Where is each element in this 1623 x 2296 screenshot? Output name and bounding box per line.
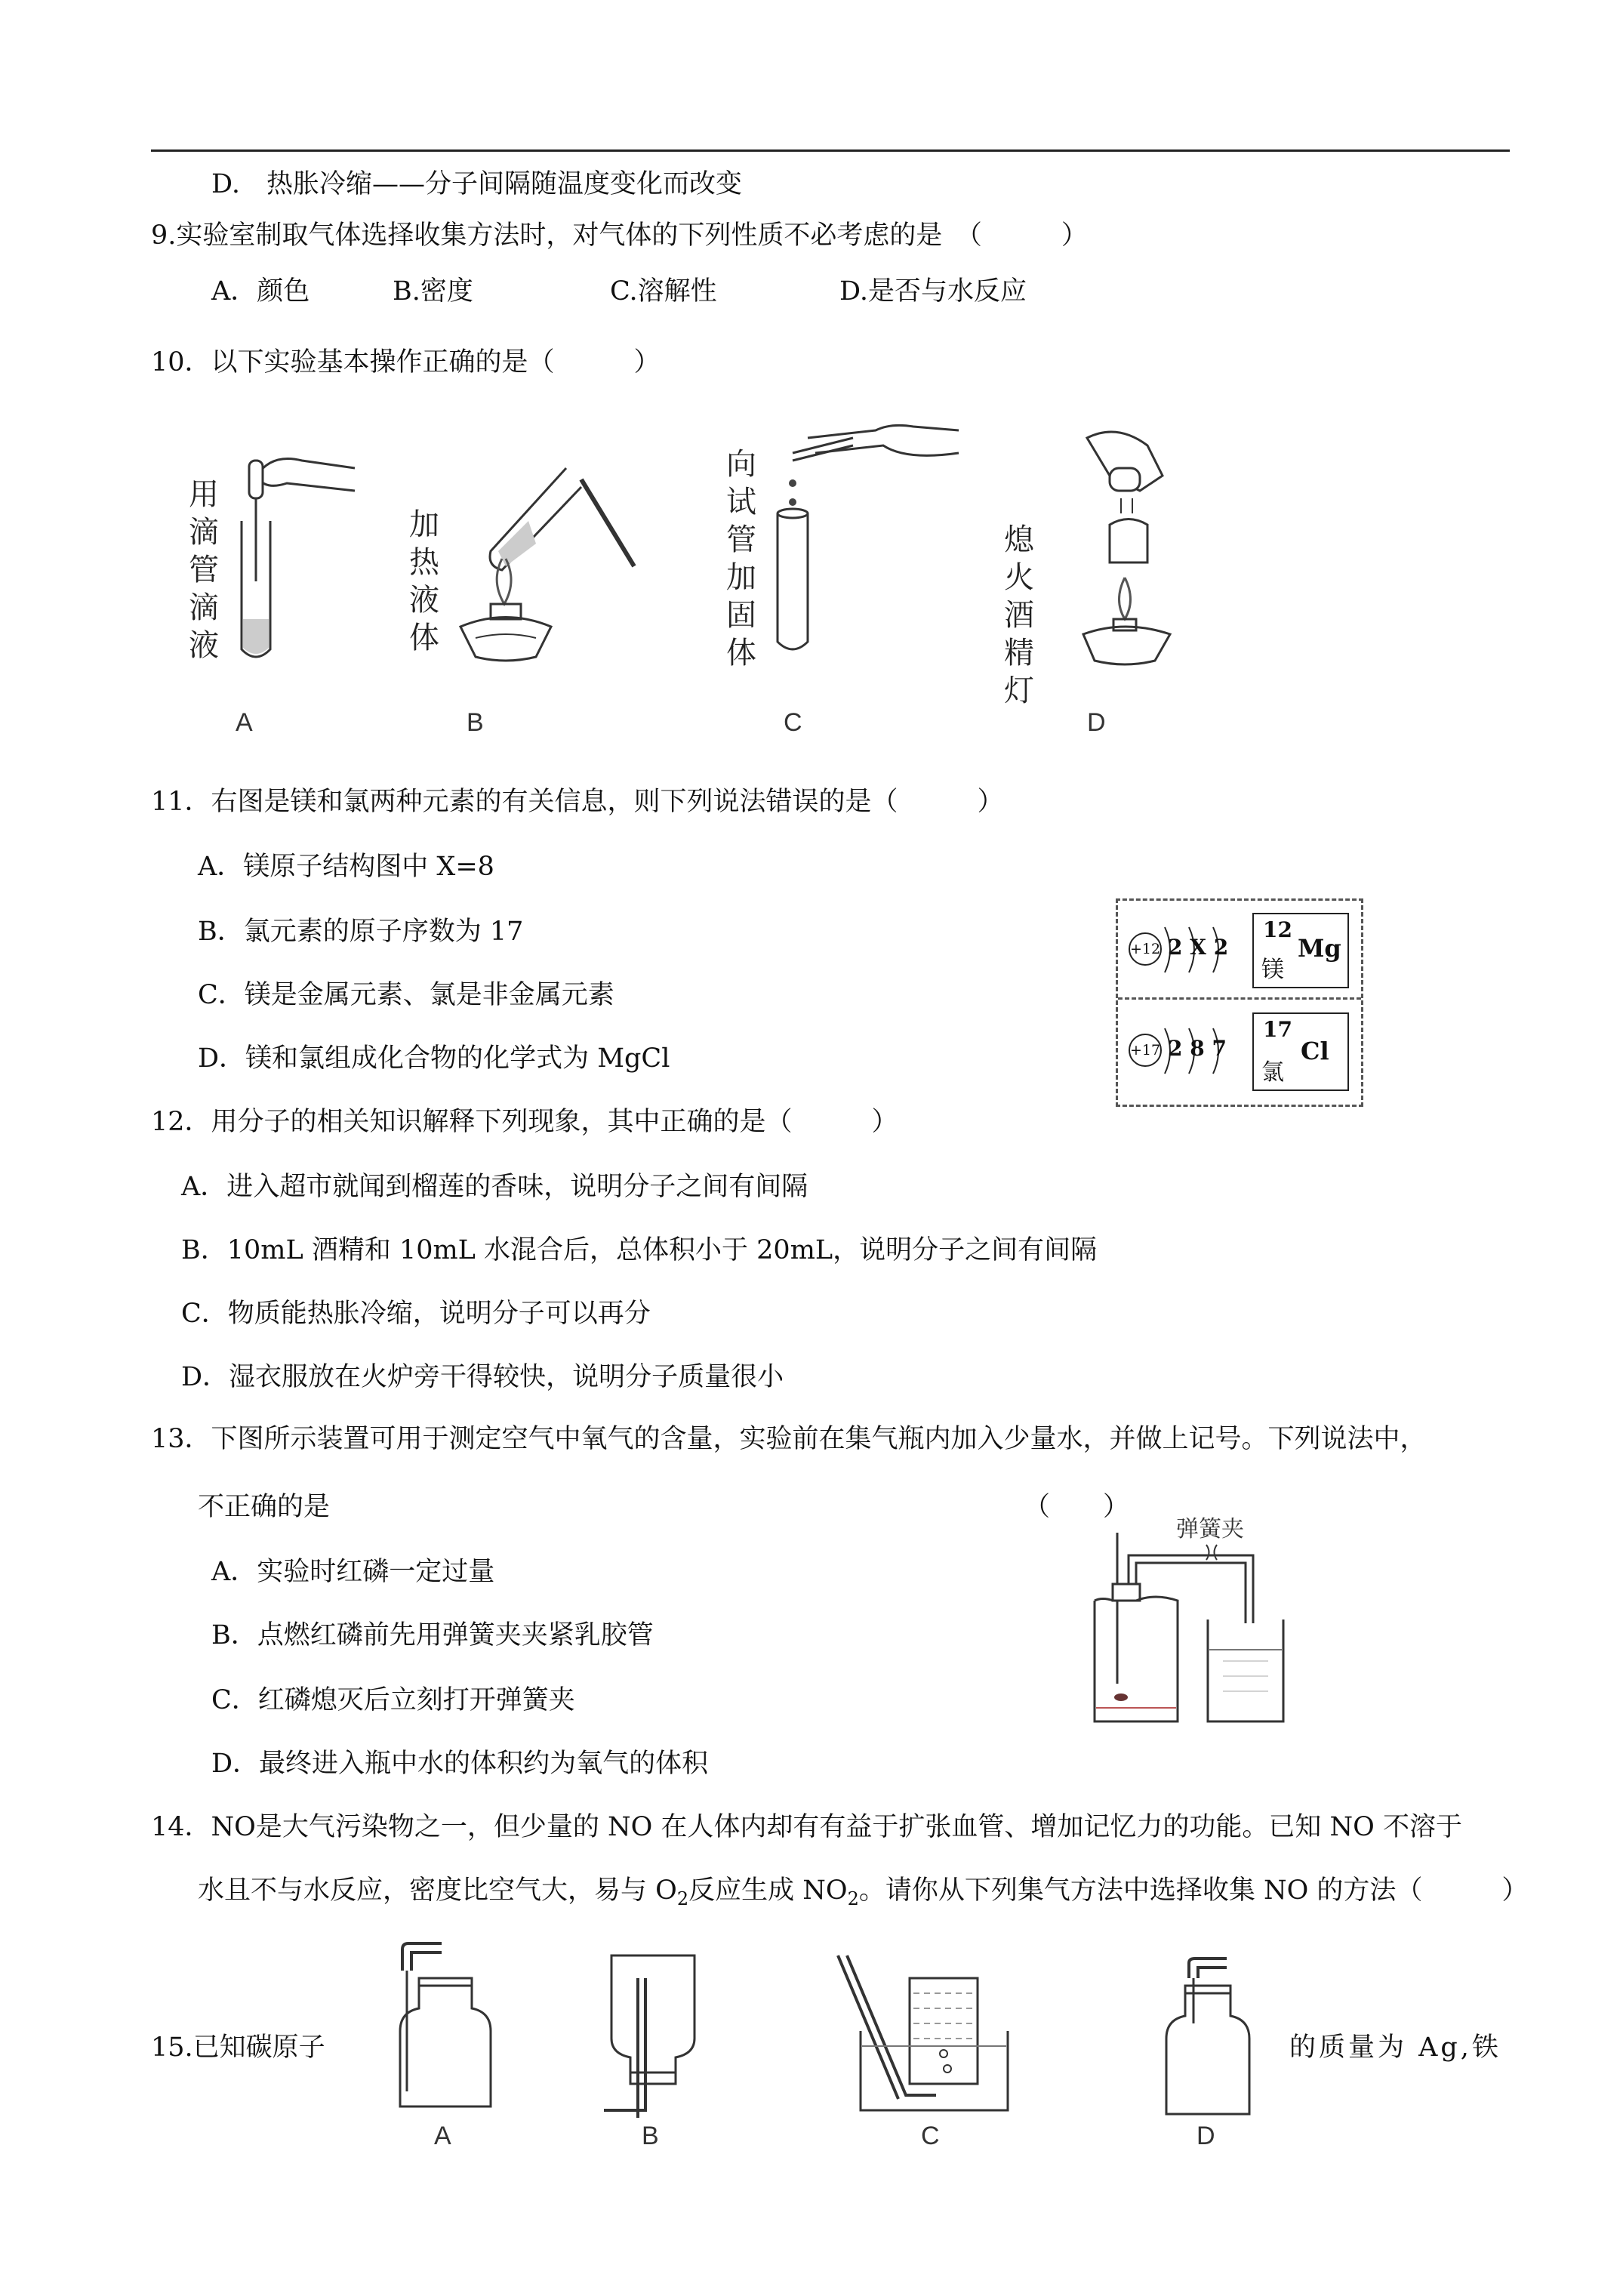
q14-figure-b bbox=[604, 1948, 702, 2122]
q10-caption-a: 用滴管滴液 bbox=[189, 477, 219, 663]
cl-nucleus: +17 bbox=[1129, 1034, 1162, 1067]
q9-option-a: A．颜色 bbox=[211, 276, 310, 307]
mg-element-box bbox=[1252, 913, 1349, 988]
q14-line2-part3: 。请你从下列集气方法中选择收集 NO 的方法（ ） bbox=[858, 1875, 1529, 1906]
q10-figure-d bbox=[1049, 415, 1200, 664]
q11-option-a: A．镁原子结构图中 X=8 bbox=[198, 852, 494, 882]
q10-label-a: A bbox=[236, 708, 253, 737]
q12-option-d: D．湿衣服放在火炉旁干得较快，说明分子质量很小 bbox=[181, 1362, 784, 1392]
q10-figure-c bbox=[762, 400, 981, 657]
q9-option-b: B.密度 bbox=[393, 276, 473, 307]
element-info-figure bbox=[1116, 898, 1363, 1107]
q10-caption-c: 向试管加固体 bbox=[726, 447, 756, 670]
q15-text-start: 15.已知碳原子 bbox=[151, 2032, 325, 2063]
cl-shells: 2 8 7 bbox=[1168, 1036, 1227, 1061]
q14-no2-subscript: 2 bbox=[847, 1888, 859, 1909]
q14-o2-subscript: 2 bbox=[676, 1888, 689, 1909]
q10-stem: 10．以下实验基本操作正确的是（ ） bbox=[151, 347, 661, 378]
q13-option-d: D．最终进入瓶中水的体积约为氧气的体积 bbox=[211, 1749, 709, 1779]
q13-stem-line2: 不正确的是 bbox=[198, 1492, 331, 1522]
mg-name: 镁 bbox=[1261, 957, 1284, 983]
q14-line2-part2: 反应生成 NO bbox=[688, 1875, 848, 1906]
mg-shells: 2 X 2 bbox=[1168, 935, 1229, 960]
q15-text-end: 的质量为 Ag,铁 bbox=[1289, 2032, 1501, 2063]
q13-option-a: A．实验时红磷一定过量 bbox=[211, 1557, 495, 1587]
q14-label-b: B bbox=[642, 2122, 659, 2150]
q10-label-b: B bbox=[467, 708, 484, 737]
q14-label-d: D bbox=[1196, 2122, 1215, 2150]
q11-option-c: C．镁是金属元素、氯是非金属元素 bbox=[198, 980, 614, 1010]
q14-figure-c bbox=[838, 1948, 1019, 2122]
q14-line2-part1: 水且不与水反应，密度比空气大，易与 O bbox=[198, 1875, 677, 1906]
q12-option-b: B．10mL 酒精和 10mL 水混合后，总体积小于 20mL，说明分子之间有间隔 bbox=[181, 1235, 1098, 1265]
cl-symbol: Cl bbox=[1301, 1037, 1329, 1065]
q10-label-d: D bbox=[1087, 708, 1106, 737]
q13-option-b: B．点燃红磷前先用弹簧夹夹紧乳胶管 bbox=[211, 1620, 654, 1650]
q12-stem: 12．用分子的相关知识解释下列现象，其中正确的是（ ） bbox=[151, 1107, 898, 1137]
q13-option-c: C．红磷熄灭后立刻打开弹簧夹 bbox=[211, 1685, 575, 1715]
q13-answer-paren: （ ） bbox=[1024, 1492, 1130, 1522]
mg-nucleus: +12 bbox=[1129, 932, 1162, 966]
q11-option-b: B．氯元素的原子序数为 17 bbox=[198, 917, 524, 947]
q9-stem: 9.实验室制取气体选择收集方法时，对气体的下列性质不必考虑的是 （ ） bbox=[151, 220, 1088, 251]
q14-figure-a bbox=[396, 1940, 494, 2114]
q14-line2 bbox=[198, 1874, 1528, 1915]
q10-caption-d: 熄火酒精灯 bbox=[1004, 522, 1034, 708]
q13-stem-line1: 13．下图所示装置可用于测定空气中氧气的含量，实验前在集气瓶内加入少量水，并做上记号。下列说法中， bbox=[151, 1424, 1427, 1454]
q10-label-c: C bbox=[784, 708, 802, 737]
cl-atomic-number: 17 bbox=[1263, 1017, 1292, 1042]
q14-label-a: A bbox=[434, 2122, 451, 2150]
q14-line1: 14．NO是大气污染物之一，但少量的 NO 在人体内却有有益于扩张血管、增加记忆力的功能。已知 NO 不溶于 bbox=[151, 1812, 1462, 1842]
q11-stem: 11．右图是镁和氯两种元素的有关信息，则下列说法错误的是（ ） bbox=[151, 787, 1004, 817]
q9-option-c: C.溶解性 bbox=[610, 276, 717, 307]
mg-atomic-number: 12 bbox=[1263, 917, 1292, 942]
q9-option-d: D.是否与水反应 bbox=[839, 276, 1027, 307]
q10-figure-b bbox=[445, 445, 642, 664]
q12-option-a: A．进入超市就闻到榴莲的香味，说明分子之间有间隔 bbox=[181, 1172, 808, 1202]
q11-option-d: D．镁和氯组成化合物的化学式为 MgCl bbox=[198, 1043, 670, 1074]
q14-label-c: C bbox=[921, 2122, 940, 2150]
q8-option-d: D. 热胀冷缩——分子间隔随温度变化而改变 bbox=[211, 169, 742, 199]
q14-figure-d bbox=[1159, 1955, 1257, 2122]
mg-symbol: Mg bbox=[1298, 934, 1341, 963]
q10-caption-b: 加热液体 bbox=[409, 507, 439, 655]
oxygen-apparatus-figure bbox=[1079, 1533, 1336, 1729]
q12-option-c: C．物质能热胀冷缩，说明分子可以再分 bbox=[181, 1299, 651, 1329]
clip-label: 弹簧夹 bbox=[1176, 1517, 1244, 1542]
header-rule bbox=[151, 149, 1510, 152]
cl-element-box bbox=[1252, 1012, 1349, 1091]
cl-name: 氯 bbox=[1261, 1059, 1284, 1086]
q10-figure-a bbox=[226, 445, 377, 664]
